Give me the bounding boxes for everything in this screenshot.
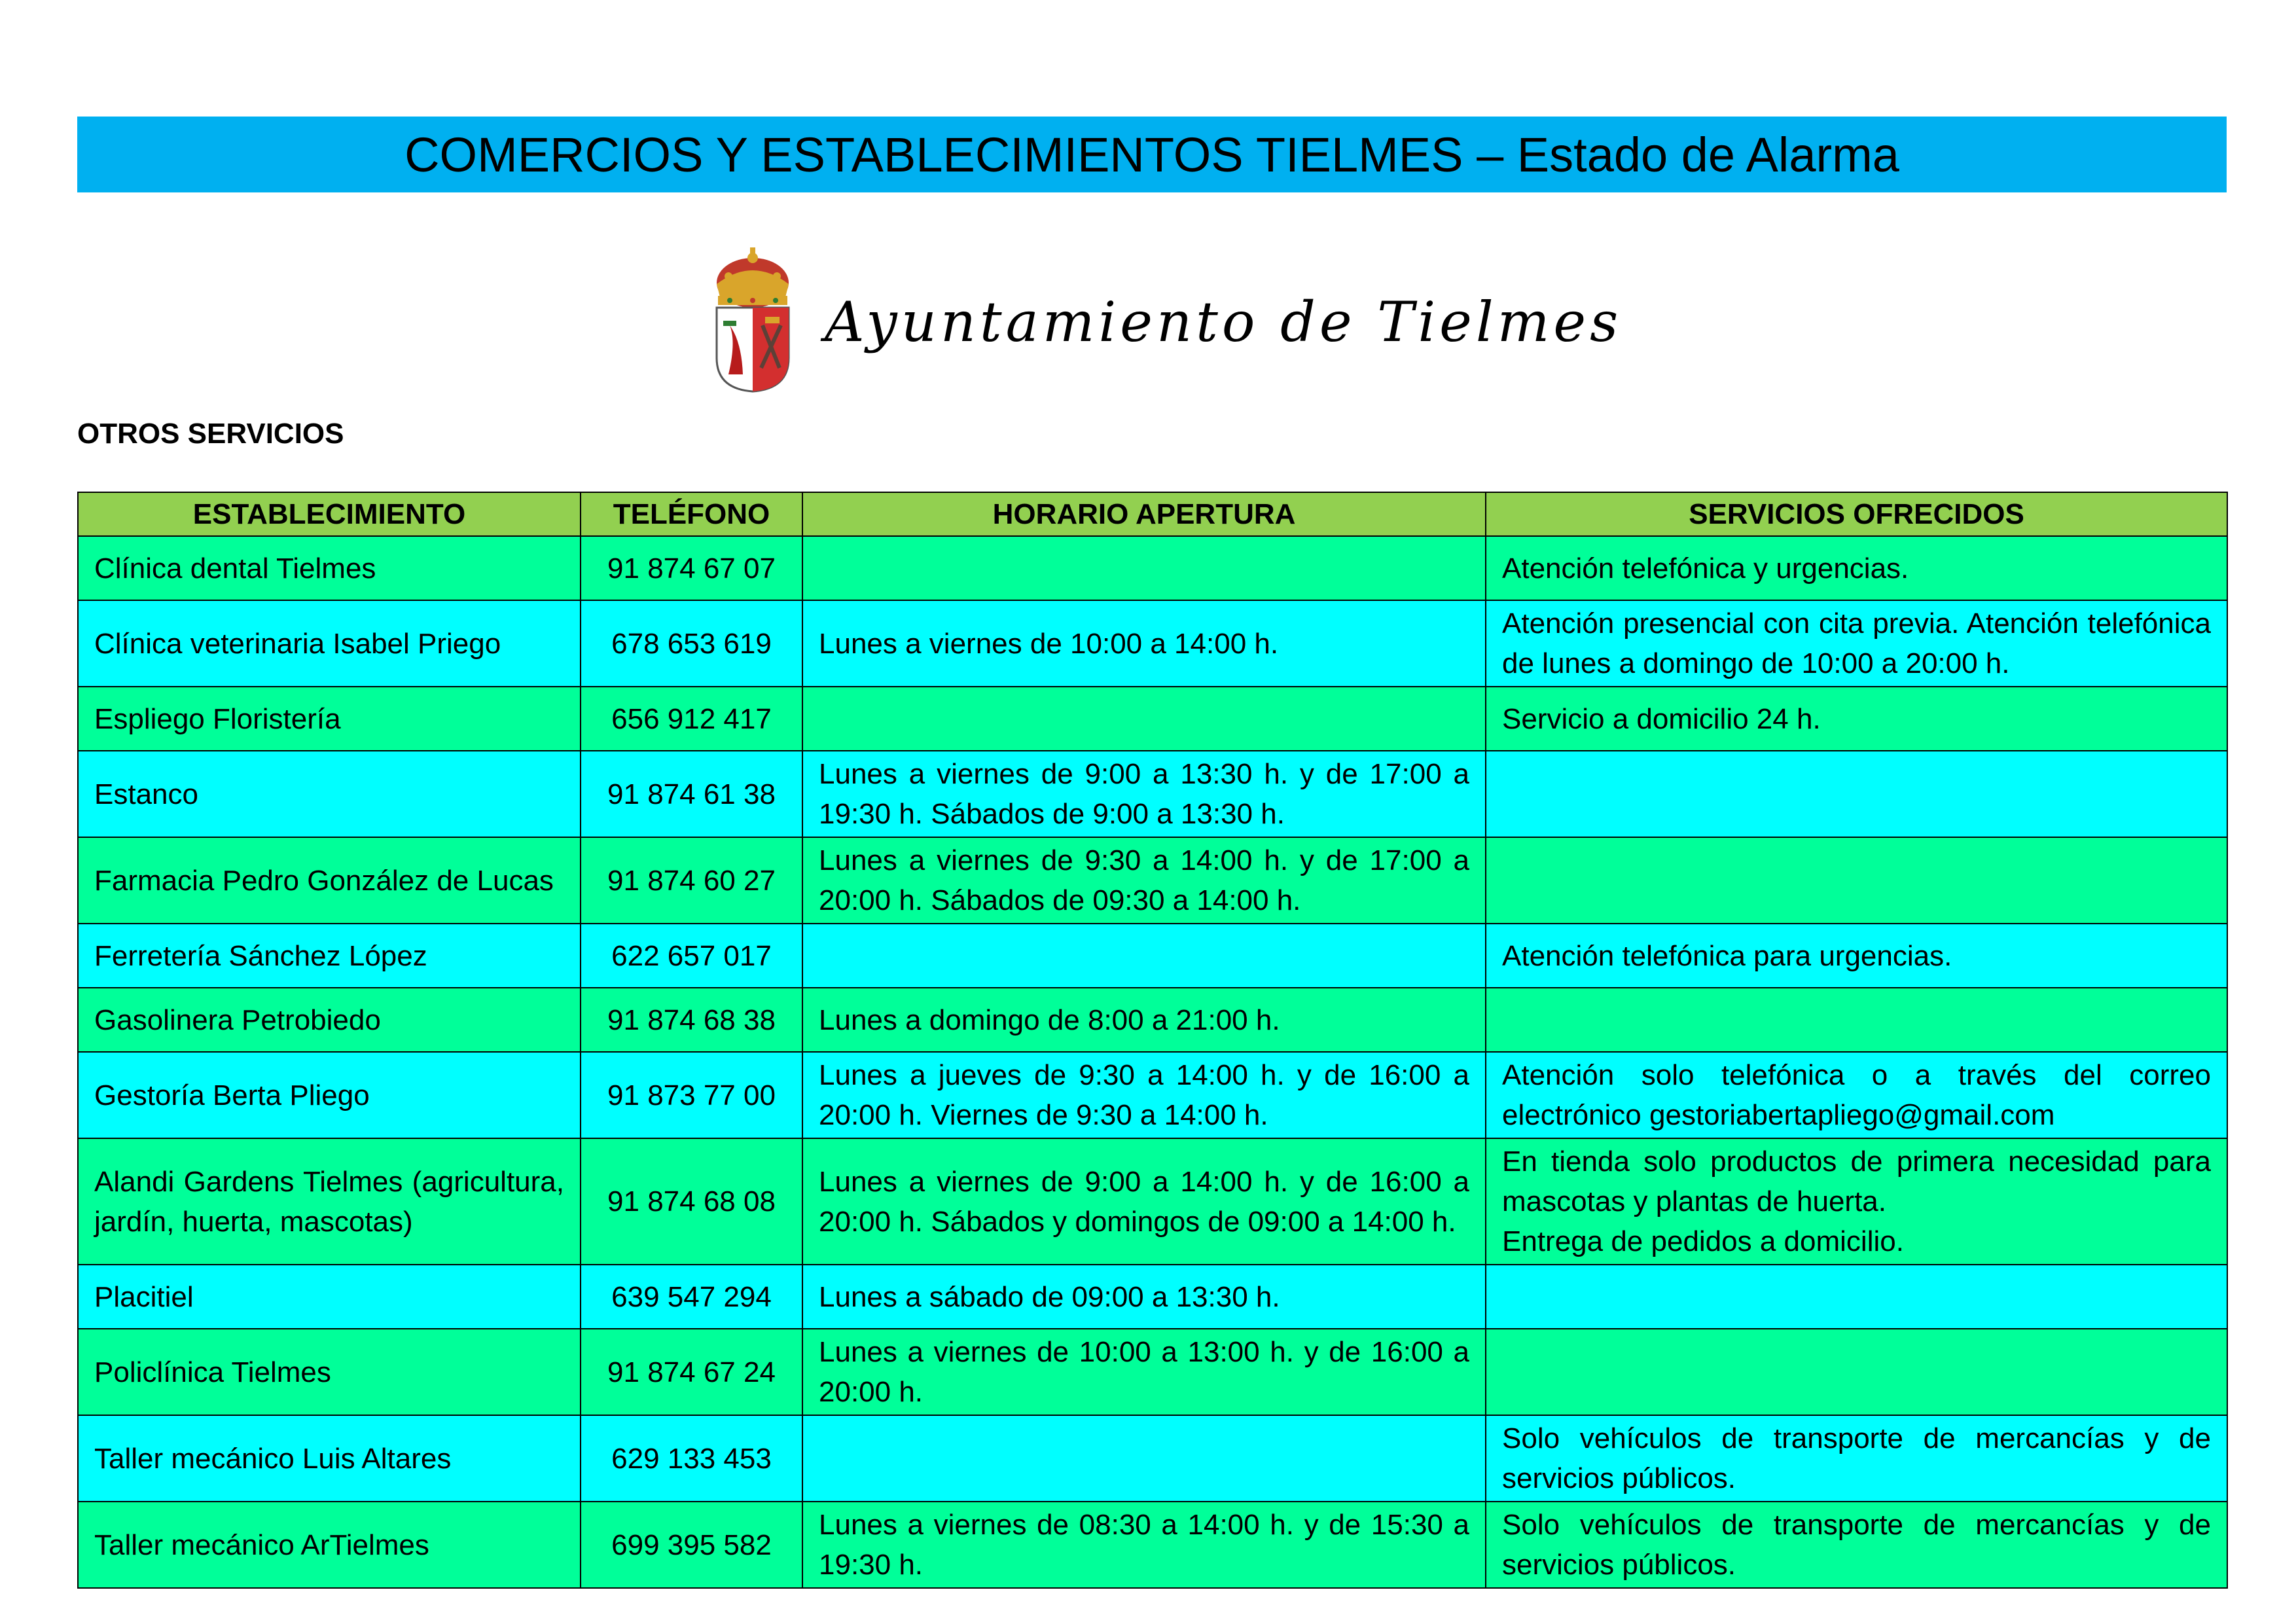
cell-horario: Lunes a viernes de 10:00 a 13:00 h. y de 16:00 a 20:00 h.	[802, 1329, 1486, 1415]
cell-establecimiento: Policlínica Tielmes	[78, 1329, 581, 1415]
cell-horario: Lunes a jueves de 9:30 a 14:00 h. y de 16:00 a 20:00 h. Viernes de 9:30 a 14:00 h.	[802, 1052, 1486, 1138]
cell-establecimiento: Clínica dental Tielmes	[78, 536, 581, 600]
table-row	[78, 1329, 2227, 1415]
cell-telefono: 699 395 582	[581, 1502, 802, 1588]
header-establecimiento: ESTABLECIMIENTO	[78, 492, 581, 536]
header-telefono: TELÉFONO	[581, 492, 802, 536]
cell-servicios-group	[1486, 1138, 2227, 1265]
council-logo	[710, 244, 1622, 394]
cell-servicios: Atención presencial con cita previa. Atención telefónica de lunes a domingo de 10:00 a 20:00 h.	[1486, 600, 2227, 687]
cell-horario: Lunes a viernes de 9:00 a 13:30 h. y de 17:00 a 19:30 h. Sábados de 9:00 a 13:30 h.	[802, 751, 1486, 837]
cell-horario	[802, 536, 1486, 600]
cell-telefono: 622 657 017	[581, 924, 802, 988]
table-row	[78, 600, 2227, 687]
cell-establecimiento: Farmacia Pedro González de Lucas	[78, 837, 581, 924]
cell-establecimiento: Ferretería Sánchez López	[78, 924, 581, 988]
page-title: COMERCIOS Y ESTABLECIMIENTOS TIELMES – Estado de Alarma	[404, 127, 1899, 182]
cell-servicios	[1486, 1265, 2227, 1329]
cell-establecimiento: Espliego Floristería	[78, 687, 581, 751]
cell-servicios: Solo vehículos de transporte de mercancías y de servicios públicos.	[1486, 1502, 2227, 1588]
cell-establecimiento: Estanco	[78, 751, 581, 837]
cell-establecimiento: Alandi Gardens Tielmes (agricultura, jardín, huerta, mascotas)	[78, 1138, 581, 1265]
table-row	[78, 1502, 2227, 1588]
cell-telefono: 91 874 61 38	[581, 751, 802, 837]
table-row	[78, 536, 2227, 600]
table-row	[78, 1138, 2227, 1265]
cell-horario: Lunes a viernes de 9:00 a 14:00 h. y de 16:00 a 20:00 h. Sábados y domingos de 09:00 a 14:00 h.	[802, 1138, 1486, 1265]
table-row	[78, 837, 2227, 924]
cell-servicios: Atención solo telefónica o a través del correo electrónico gestoriabertapliego@gmail.com	[1486, 1052, 2227, 1138]
table-row	[78, 1415, 2227, 1502]
cell-horario: Lunes a viernes de 10:00 a 14:00 h.	[802, 600, 1486, 687]
table-row	[78, 988, 2227, 1052]
cell-horario	[802, 1415, 1486, 1502]
page-banner	[77, 117, 2227, 192]
cell-servicios	[1486, 837, 2227, 924]
cell-telefono: 639 547 294	[581, 1265, 802, 1329]
cell-servicios: Atención telefónica y urgencias.	[1486, 536, 2227, 600]
cell-establecimiento: Gestoría Berta Pliego	[78, 1052, 581, 1138]
cell-establecimiento: Taller mecánico Luis Altares	[78, 1415, 581, 1502]
cell-servicios-extra: Entrega de pedidos a domicilio.	[1502, 1225, 1904, 1257]
cell-telefono: 91 873 77 00	[581, 1052, 802, 1138]
cell-horario: Lunes a viernes de 08:30 a 14:00 h. y de 15:30 a 19:30 h.	[802, 1502, 1486, 1588]
cell-servicios	[1486, 1329, 2227, 1415]
cell-telefono: 91 874 68 08	[581, 1138, 802, 1265]
table-row	[78, 751, 2227, 837]
cell-servicios	[1486, 988, 2227, 1052]
table-row	[78, 924, 2227, 988]
cell-servicios: En tienda solo productos de primera necesidad para mascotas y plantas de huerta.	[1502, 1146, 2211, 1218]
cell-horario	[802, 924, 1486, 988]
header-servicios: SERVICIOS OFRECIDOS	[1486, 492, 2227, 536]
cell-servicios: Solo vehículos de transporte de mercancías y de servicios públicos.	[1486, 1415, 2227, 1502]
cell-establecimiento: Clínica veterinaria Isabel Priego	[78, 600, 581, 687]
cell-telefono: 629 133 453	[581, 1415, 802, 1502]
cell-servicios: Servicio a domicilio 24 h.	[1486, 687, 2227, 751]
table-row	[78, 687, 2227, 751]
section-title: OTROS SERVICIOS	[77, 418, 344, 450]
table-row	[78, 1052, 2227, 1138]
cell-telefono: 91 874 67 24	[581, 1329, 802, 1415]
cell-horario	[802, 687, 1486, 751]
cell-establecimiento: Placitiel	[78, 1265, 581, 1329]
coat-of-arms-icon	[710, 244, 795, 394]
header-horario: HORARIO APERTURA	[802, 492, 1486, 536]
cell-telefono: 91 874 68 38	[581, 988, 802, 1052]
cell-servicios	[1486, 751, 2227, 837]
cell-telefono: 91 874 67 07	[581, 536, 802, 600]
cell-horario: Lunes a sábado de 09:00 a 13:30 h.	[802, 1265, 1486, 1329]
table-row	[78, 1265, 2227, 1329]
cell-horario: Lunes a viernes de 9:30 a 14:00 h. y de 17:00 a 20:00 h. Sábados de 09:30 a 14:00 h.	[802, 837, 1486, 924]
cell-telefono: 678 653 619	[581, 600, 802, 687]
services-table	[77, 492, 2228, 1589]
cell-establecimiento: Taller mecánico ArTielmes	[78, 1502, 581, 1588]
cell-servicios: Atención telefónica para urgencias.	[1486, 924, 2227, 988]
council-name: Ayuntamiento de Tielmes	[825, 290, 1623, 354]
cell-horario: Lunes a domingo de 8:00 a 21:00 h.	[802, 988, 1486, 1052]
cell-telefono: 656 912 417	[581, 687, 802, 751]
table-header-row	[78, 492, 2227, 536]
cell-establecimiento: Gasolinera Petrobiedo	[78, 988, 581, 1052]
cell-telefono: 91 874 60 27	[581, 837, 802, 924]
